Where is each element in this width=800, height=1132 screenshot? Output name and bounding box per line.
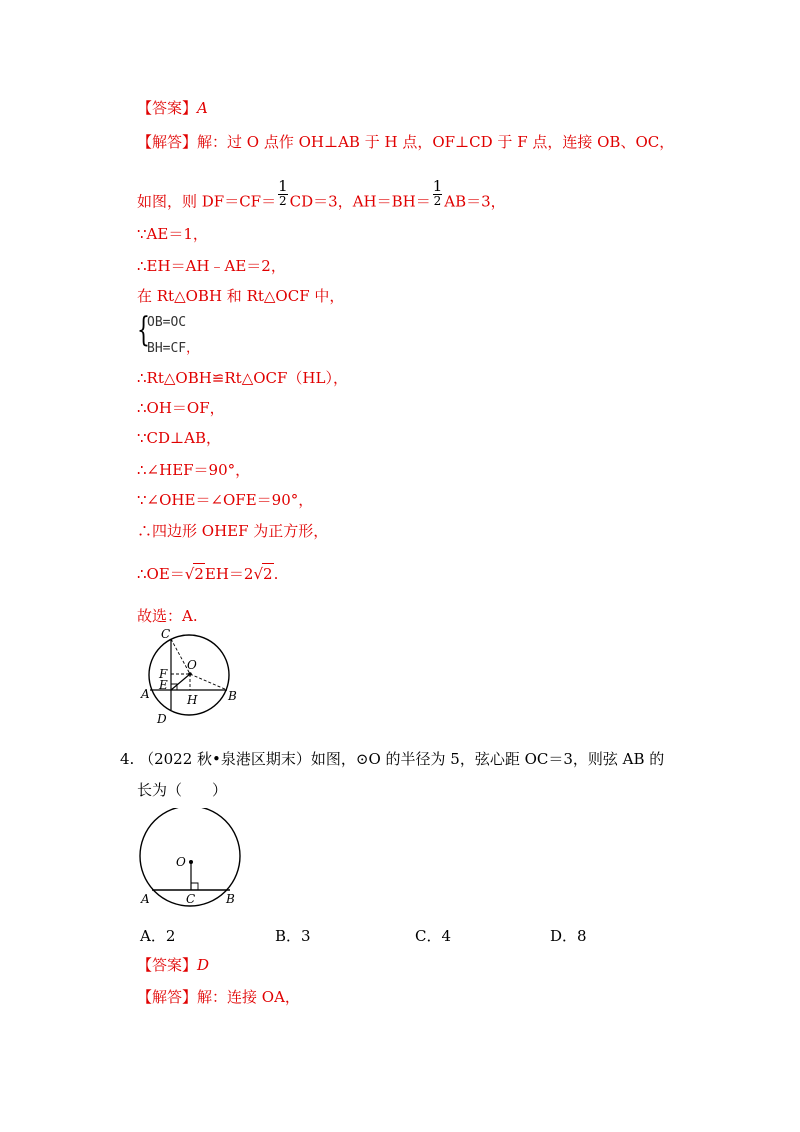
q4-answer-line [137, 955, 209, 975]
label-o: O [187, 658, 197, 672]
q3-line2-part-c: AB＝3， [444, 192, 506, 211]
q3-answer-value: A [197, 99, 208, 117]
q4-stem-line2: 长为（ ） [137, 781, 228, 799]
q3-answer-line [137, 98, 208, 118]
dashed-ob [190, 674, 227, 690]
q3-line11: ∴四边形 OHEF 为正方形， [137, 522, 329, 540]
sqrt-radicand-2: 2 [263, 565, 273, 583]
q3-solution-line1 [137, 132, 674, 152]
q3-circle-figure [135, 628, 245, 728]
q3-line12-part-b: EH＝2 [204, 565, 254, 583]
q3-line2-part-a: 如图，则 DF＝CF＝ [137, 192, 277, 211]
q3-line12 [137, 563, 278, 584]
choice-a: A．2 [140, 927, 176, 945]
label-a-q4: A [141, 892, 150, 906]
sqrt-symbol-2: √ [253, 565, 264, 583]
choice-d: D．8 [550, 927, 587, 945]
left-brace: { [137, 310, 150, 350]
label-d: D [157, 712, 167, 726]
q3-conclusion: 故选：A. [137, 607, 198, 625]
q4-answer-tag: 【答案】 [137, 956, 198, 974]
q4-stem-line1: 4. （2022 秋•泉港区期末）如图，⊙O 的半径为 5，弦心距 OC＝3，则弦 AB 的 [120, 750, 665, 768]
sqrt-symbol: √ [184, 565, 195, 583]
label-o-q4: O [176, 855, 186, 869]
label-e: E [159, 678, 168, 692]
q3-line3: ∵AE＝1， [137, 225, 208, 243]
q4-solution-line1 [137, 987, 300, 1007]
q3-line5: 在 Rt△OBH 和 Rt△OCF 中， [137, 287, 345, 305]
q3-line12-part-c: . [273, 565, 279, 583]
center-point [188, 672, 192, 676]
sqrt-2 [185, 563, 205, 584]
choice-b: B．3 [275, 927, 311, 945]
q3-line4: ∴EH＝AH﹣AE＝2， [137, 257, 286, 275]
q3-line7: ∴OH＝OF， [137, 399, 225, 417]
q3-line10: ∵∠OHE＝∠OFE＝90°， [137, 491, 314, 509]
segment-oe [171, 674, 190, 690]
label-f: F [159, 667, 168, 681]
label-b-q4: B [226, 892, 235, 906]
label-c-q4: C [186, 892, 196, 906]
system-tail: ， [186, 341, 200, 356]
q3-solution-text1: 解：过 O 点作 OH⊥AB 于 H 点，OF⊥CD 于 F 点，连接 OB、OC， [197, 133, 675, 151]
label-a: A [141, 687, 150, 701]
system-row-1: OB=OC [147, 315, 187, 330]
q3-solution-tag: 【解答】 [137, 133, 198, 151]
half-fraction [278, 178, 288, 207]
sqrt-radicand: 2 [194, 565, 204, 583]
q4-answer-value: D [197, 956, 210, 974]
q3-line8: ∵CD⊥AB， [137, 429, 222, 447]
system-row-2 [147, 337, 199, 356]
right-angle-mark-q4 [191, 883, 198, 890]
q3-line6: ∴Rt△OBH≌Rt△OCF（HL）， [137, 369, 348, 387]
half-fraction-2 [433, 178, 443, 207]
q4-circle-figure [134, 808, 246, 908]
sqrt-2b [253, 563, 273, 584]
label-c: C [161, 628, 171, 641]
q4-solution-text1: 解：连接 OA， [197, 988, 300, 1006]
system-row-2-text: BH=CF [147, 341, 187, 356]
fraction-denominator-2: 2 [433, 194, 442, 208]
q3-line9: ∴∠HEF＝90°， [137, 461, 251, 479]
q3-line12-part-a: ∴OE＝ [137, 565, 185, 583]
fraction-numerator-2: 1 [432, 177, 443, 195]
label-h: H [187, 693, 198, 707]
q3-answer-tag: 【答案】 [137, 99, 198, 117]
choice-c: C．4 [415, 927, 452, 945]
q3-line2-part-b: CD＝3，AH＝BH＝ [289, 192, 431, 211]
q3-solution-line2 [137, 177, 506, 217]
fraction-denominator: 2 [279, 194, 287, 208]
q4-solution-tag: 【解答】 [137, 988, 198, 1006]
fraction-numerator: 1 [278, 177, 288, 195]
label-b: B [228, 689, 237, 703]
center-point-q4 [189, 860, 193, 864]
